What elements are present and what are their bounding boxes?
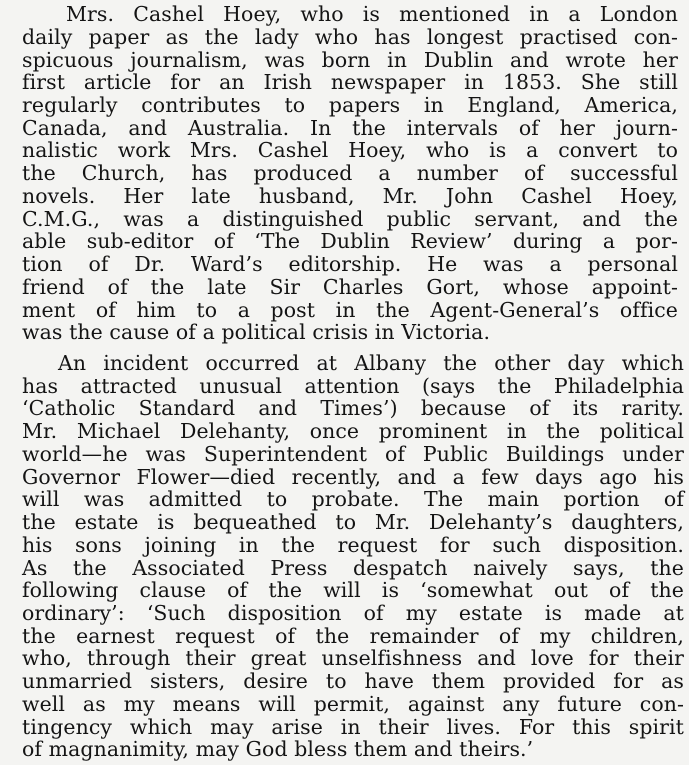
text-line: novels. Her late husband, Mr. John Cashel Hoey, <box>22 183 678 208</box>
text-line: ment of him to a post in the Agent-General’s office <box>22 297 678 322</box>
text-line: daily paper as the lady who has longest practised con- <box>22 24 678 49</box>
text-line: An incident occurred at Albany the other day which <box>58 350 684 375</box>
text-line: was the cause of a political crisis in Victoria. <box>22 320 491 345</box>
text-line: will was admitted to probate. The main portion of <box>22 487 684 512</box>
text-line: regularly contributes to papers in England, America, <box>22 92 678 117</box>
text-line: spicuous journalism, was born in Dublin and wrote her <box>22 47 678 72</box>
text-line: Canada, and Australia. In the intervals of her journ- <box>22 115 678 140</box>
text-line: tion of Dr. Ward’s editorship. He was a personal <box>22 252 678 276</box>
text-line: of magnanimity, may God bless them and theirs.’ <box>22 737 534 762</box>
text-line: Mr. Michael Delehanty, once prominent in the political <box>22 419 684 444</box>
text-line: ‘Catholic Standard and Times’) because of its rarity. <box>22 396 684 421</box>
text-line: unmarried sisters, desire to have them provided for as <box>22 669 684 694</box>
text-line: the Church, has produced a number of successful <box>22 161 678 186</box>
text-line: his sons joining in the request for such disposition. <box>22 532 684 557</box>
text-line: first article for an Irish newspaper in 1853. She still <box>22 70 678 95</box>
text-line: tingency which may arise in their lives. For this spirit <box>22 714 684 739</box>
text-line: ordinary’: ‘Such disposition of my estate is made at <box>22 600 684 625</box>
text-line: following clause of the will is ‘somewhat out of the <box>22 578 684 603</box>
text-line: has attracted unusual attention (says the Philadelphia <box>22 373 684 398</box>
text-line: world—he was Superintendent of Public Buildings under <box>22 441 684 466</box>
text-line: As the Associated Press despatch naively says, the <box>22 555 684 580</box>
text-line: nalistic work Mrs. Cashel Hoey, who is a convert to <box>22 138 678 163</box>
text-line: friend of the late Sir Charles Gort, whose appoint- <box>22 274 678 299</box>
text-line: well as my means will permit, against any future con- <box>22 691 684 716</box>
text-line: who, through their great unselfishness and love for their <box>22 646 684 671</box>
text-line: able sub-editor of ‘The Dublin Review’ during a por- <box>22 229 678 254</box>
text-line: Mrs. Cashel Hoey, who is mentioned in a London <box>66 2 678 26</box>
text-line: the earnest request of the remainder of my children, <box>22 623 684 648</box>
text-line: the estate is bequeathed to Mr. Delehanty’s daughters, <box>22 510 684 534</box>
text-line: Governor Flower—died recently, and a few days ago his <box>22 464 684 489</box>
text-line: C.M.G., was a distinguished public servant, and the <box>22 206 678 231</box>
